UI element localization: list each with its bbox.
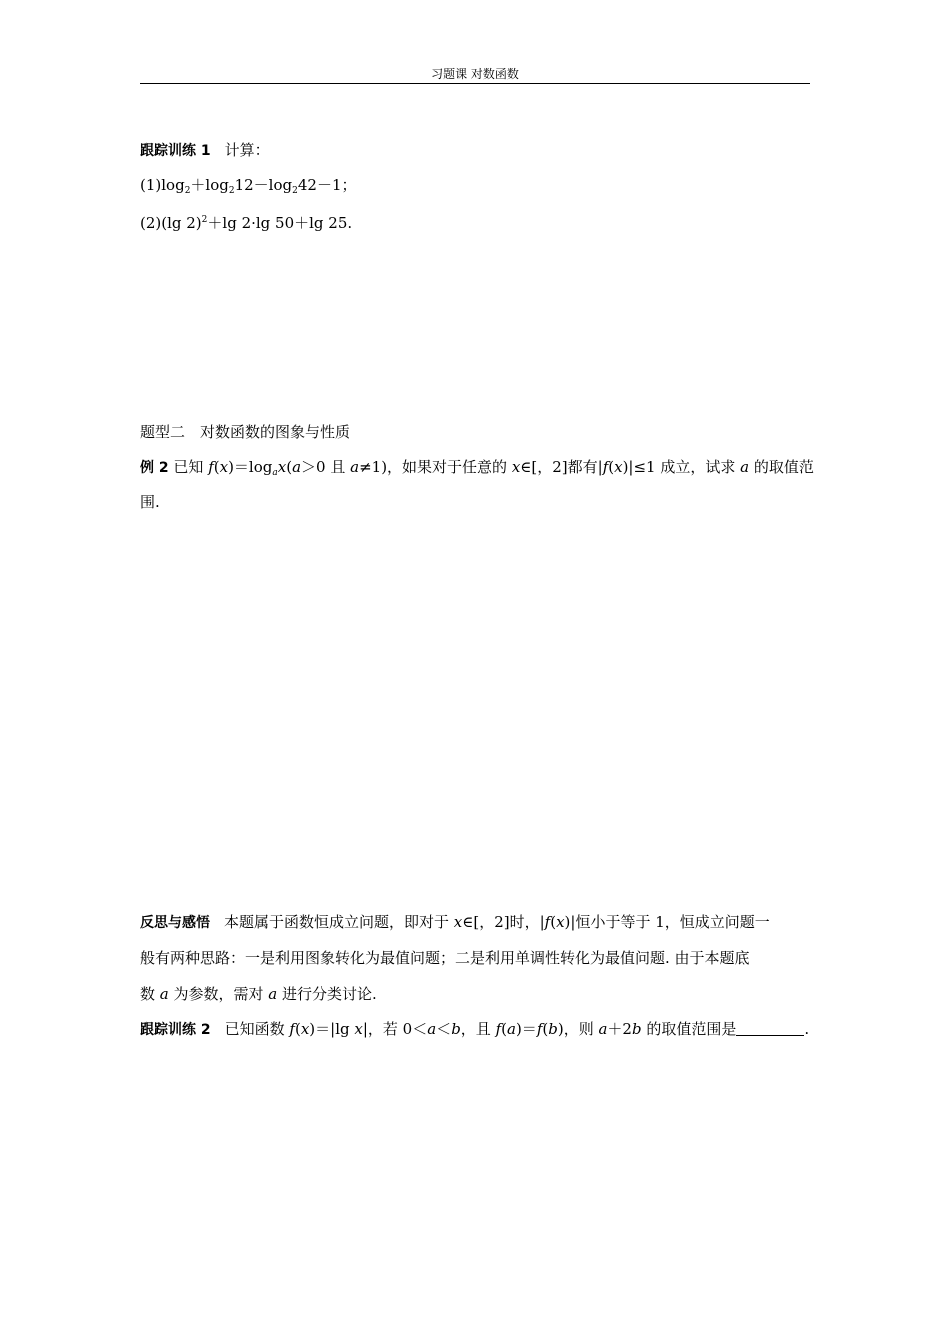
- track1-question-1: $(1)\log_2+\log_212-\log_242-1$；: [140, 176, 357, 196]
- track1-label: 跟踪训练 1: [140, 143, 211, 159]
- reflection-line-3: 数 a 为参数，需对 a 进行分类讨论.: [140, 985, 377, 1003]
- track1-heading: [140, 140, 810, 161]
- track2-line: 跟踪训练 2 已知函数 f(x)＝|lg x|，若 0＜a＜b，且 f(a)＝f(b)，则 a＋2b 的取值范围是 .: [140, 1020, 810, 1038]
- track2-label: 跟踪训练 2: [140, 1022, 211, 1038]
- reflection-line-2: 般有两种思路：一是利用图象转化为最值问题；二是利用单调性转化为最值问题. 由于本题底: [140, 949, 750, 967]
- example2-label: 例 2: [140, 460, 169, 476]
- track1-question-2: (2)(lg 2)$^2$＋lg 2·lg 50＋lg 25.: [140, 214, 353, 232]
- section-title: 题型二 对数函数的图象与性质: [140, 423, 351, 441]
- answer-blank[interactable]: [736, 1021, 804, 1036]
- header-rule: [140, 83, 810, 84]
- page-header: 习题课 对数函数: [431, 67, 519, 81]
- example2-line-1: 例 2 已知 $f(x)=\log_ax(a>0$ 且 a≠1)，如果对于任意的 x∈[，2]都有|f(x)|≤1 成立，试求 a 的取值范: [140, 458, 814, 478]
- example2-line-2: 围.: [140, 493, 160, 511]
- reflection-label: 反思与感悟: [140, 915, 210, 931]
- track1-prompt: 计算：: [224, 141, 270, 159]
- reflection-line-1: 反思与感悟 本题属于函数恒成立问题，即对于 x∈[，2]时，|f(x)|恒小于等于 1，恒成立问题一: [140, 913, 770, 931]
